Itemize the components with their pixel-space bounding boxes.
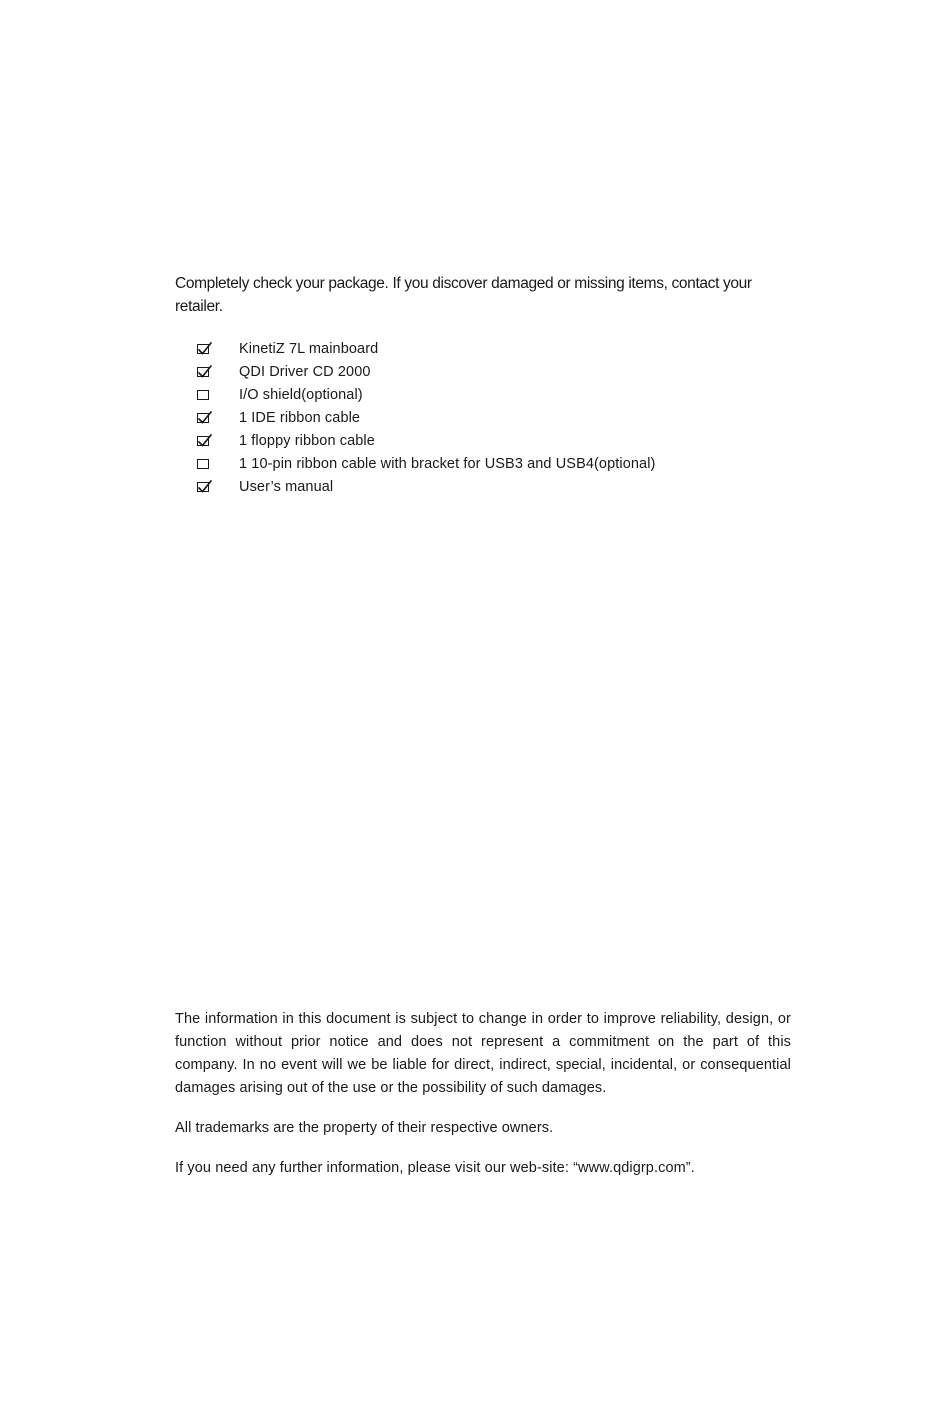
item-label: User’s manual (239, 478, 334, 495)
website-text: If you need any further information, please visit our web-site: “www.qdigrp.com”. (175, 1160, 695, 1176)
checked-checkbox-icon (197, 367, 209, 377)
item-label: 1 IDE ribbon cable (239, 410, 361, 427)
package-contents-list (196, 338, 655, 498)
list-item (196, 452, 655, 475)
list-item (196, 338, 655, 361)
list-item (196, 475, 655, 498)
list-item (196, 384, 655, 407)
item-label: KinetiZ 7L mainboard (239, 341, 379, 358)
item-label: 1 floppy ribbon cable (239, 433, 375, 449)
list-item (196, 361, 655, 384)
checked-checkbox-icon (197, 344, 209, 354)
checked-checkbox-icon (197, 482, 209, 492)
empty-checkbox-icon (197, 459, 209, 469)
disclaimer-text: The information in this document is subject to change in order to improve reliability, design, or function without prior notice and does not represent a commitment on the part of this company. In no event will we be liable for direct, indirect, special, incidental, or consequential damages arising out of the use or the possibility of such damages. (175, 1011, 791, 1096)
item-label: I/O shield(optional) (239, 387, 363, 404)
list-item (196, 407, 655, 430)
package-check-instructions: Completely check your package. If you discover damaged or missing items, contact your retailer. (175, 275, 752, 315)
trademark-text: All trademarks are the property of their respective owners. (175, 1120, 554, 1136)
list-item (196, 430, 655, 453)
legal-notice (175, 1008, 791, 1197)
item-label: QDI Driver CD 2000 (239, 364, 371, 381)
checked-checkbox-icon (197, 413, 209, 423)
checked-checkbox-icon (197, 436, 209, 446)
empty-checkbox-icon (197, 390, 209, 400)
item-label: 1 10-pin ribbon cable with bracket for USB3 and USB4(optional) (239, 455, 656, 472)
